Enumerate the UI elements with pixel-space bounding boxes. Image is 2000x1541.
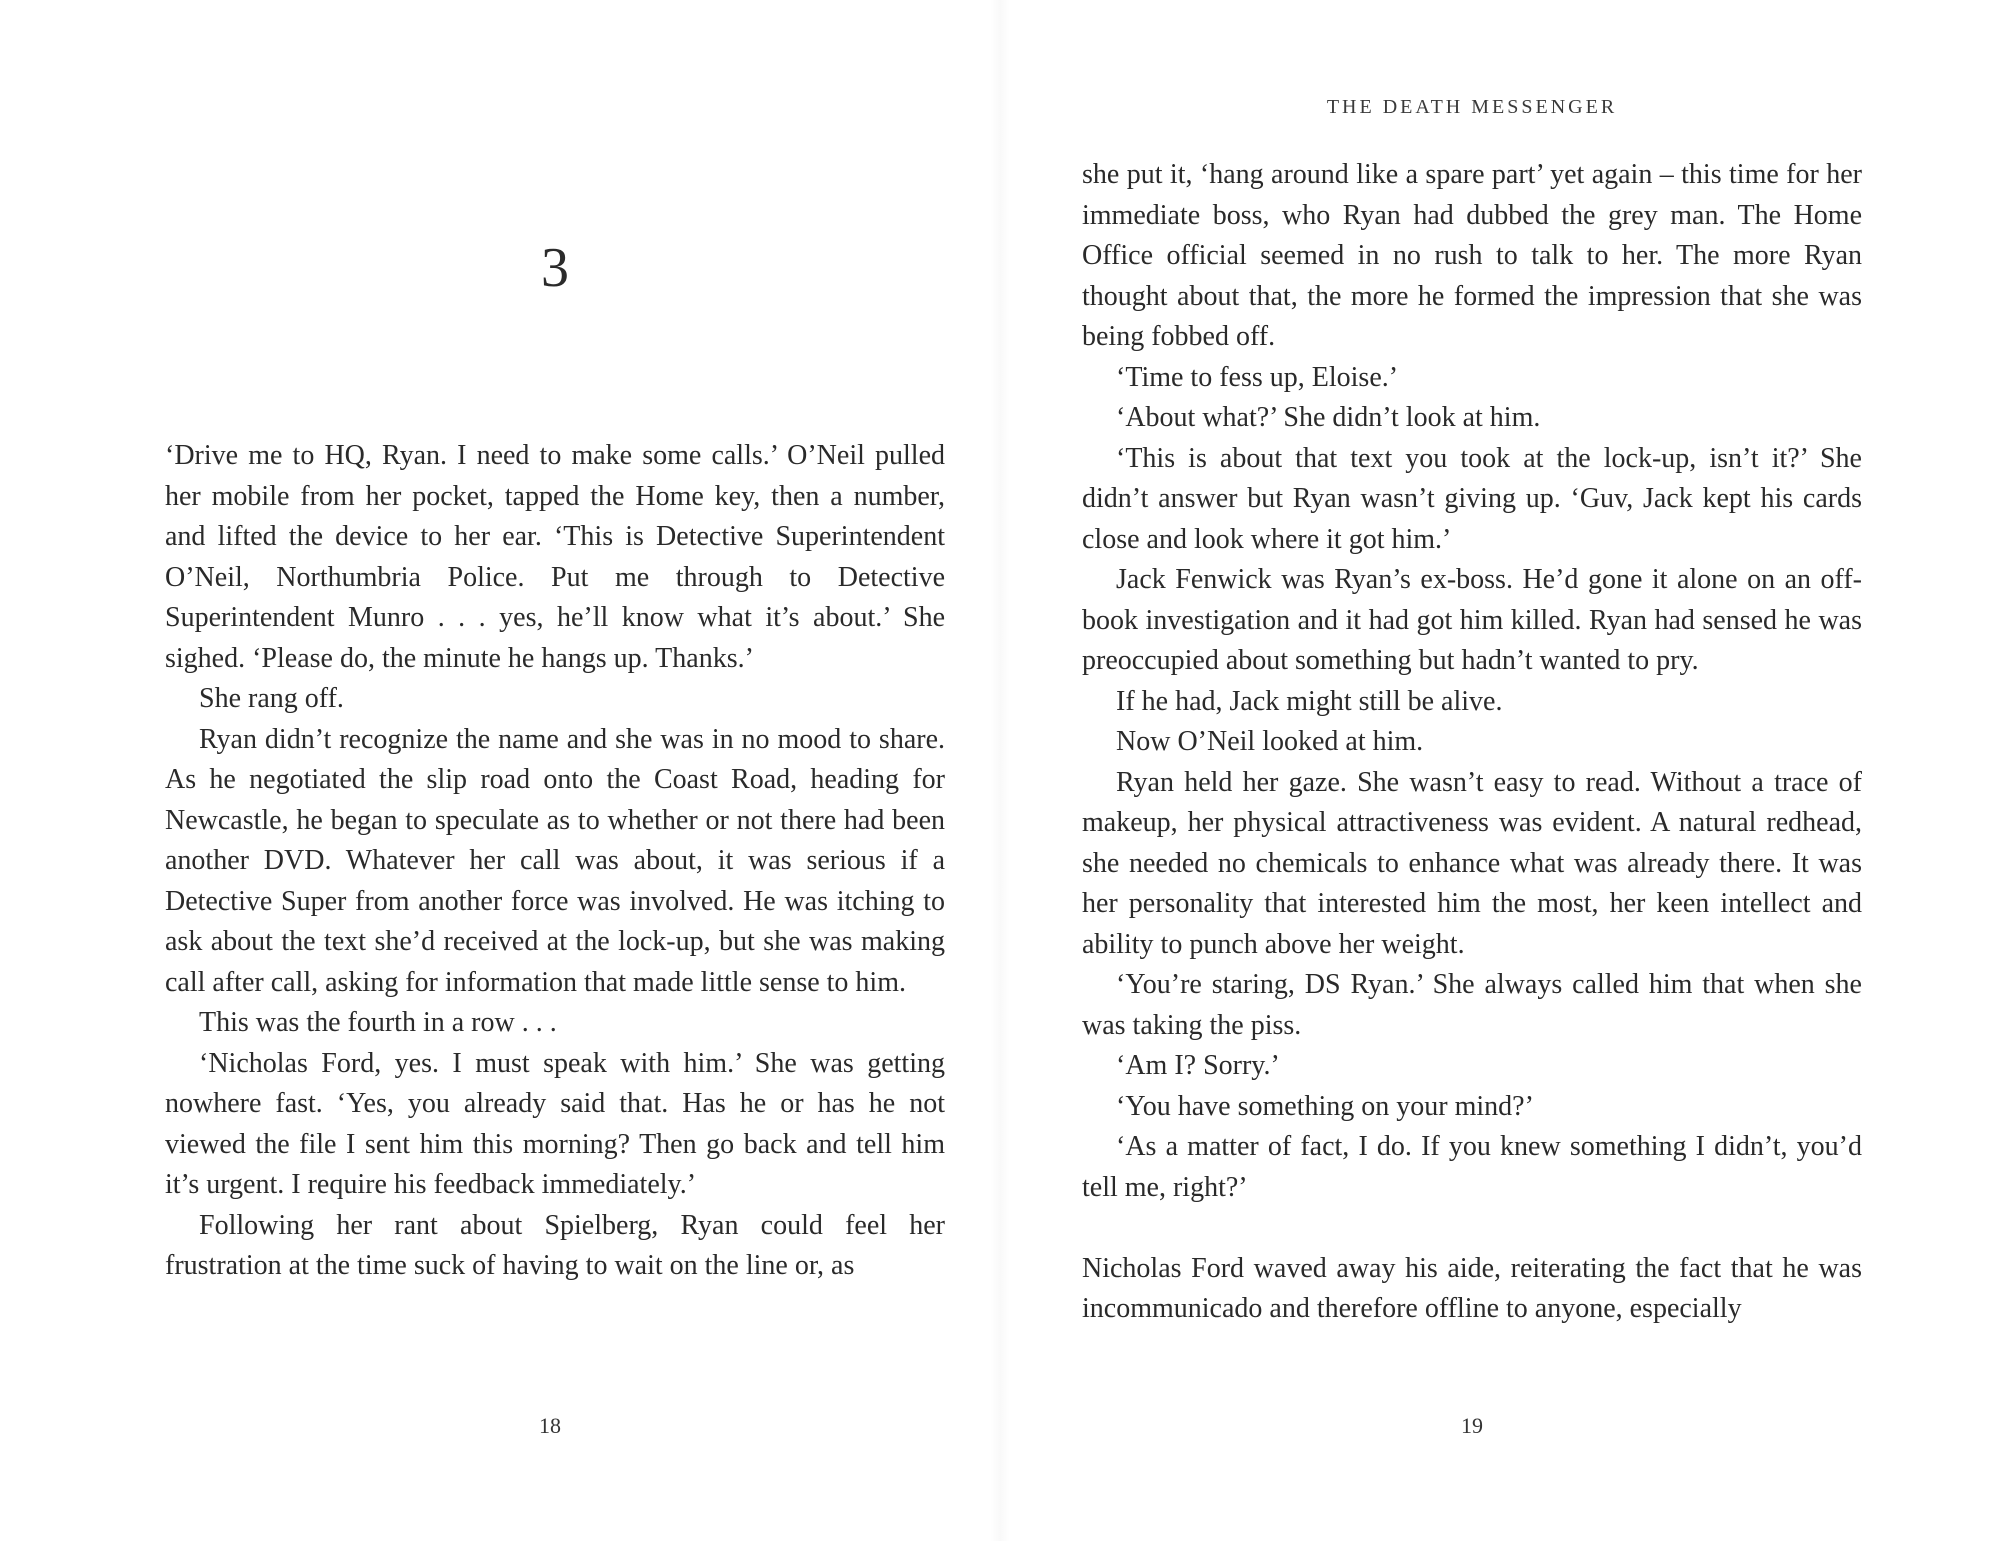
paragraph: Ryan held her gaze. She wasn’t easy to read. Without a trace of makeup, her physical attractiveness was evident. A natural redhead, she needed no chemicals to enhance what was already there. It was her personality that interested him the most, her keen intellect and ability to punch above her weight. <box>1082 766 1862 960</box>
paragraph: ‘As a matter of fact, I do. If you knew something I didn’t, you’d tell me, right?’ <box>1082 1131 1862 1203</box>
paragraph: Nicholas Ford waved away his aide, reiterating the fact that he was incommunicado and therefore offline to anyone, especially <box>1082 1252 1862 1324</box>
paragraph: If he had, Jack might still be alive. <box>1116 685 1503 717</box>
paragraph: she put it, ‘hang around like a spare part’ yet again – this time for her immediate boss, who Ryan had dubbed the grey man. The Home Office official seemed in no rush to talk to her. The more Ryan thought about that, the more he formed the impression that she was being fobbed off. <box>1082 159 1862 352</box>
paragraph: ‘Am I? Sorry.’ <box>1116 1050 1280 1081</box>
paragraph: ‘Drive me to HQ, Ryan. I need to make some calls.’ O’Neil pulled her mobile from her pocket, tapped the Home key, then a number, and lifted the device to her ear. ‘This is Detective Superintendent O’Neil, Northumbria Police. Put me through to Detective Superintendent Munro . . . yes, he’ll know what it’s about.’ She sighed. ‘Please do, the minute he hangs up. Thanks.’ <box>165 440 945 674</box>
paragraph: She rang off. <box>199 683 344 714</box>
page-number: 19 <box>1461 1413 1483 1438</box>
paragraph: ‘You have something on your mind?’ <box>1116 1090 1534 1122</box>
paragraph: Ryan didn’t recognize the name and she was in no mood to share. As he negotiated the slip road onto the Coast Road, heading for Newcastle, he began to speculate as to whether or not there had been another DVD. Whatever her call was about, it was serious if a Detective Super from another force was involved. He was itching to ask about the text she’d received at the lock-up, but she was making call after call, asking for information that made little sense to him. <box>165 723 945 998</box>
paragraph: This was the fourth in a row . . . <box>199 1007 557 1038</box>
paragraph: ‘You’re staring, DS Ryan.’ She always called him that when she was taking the piss. <box>1082 969 1862 1041</box>
right-page <box>1000 0 2000 1541</box>
running-head: THE DEATH MESSENGER <box>1326 96 1618 118</box>
paragraph: ‘This is about that text you took at the lock-up, isn’t it?’ She didn’t answer but Ryan wasn’t giving up. ‘Guv, Jack kept his cards close and look where it got him.’ <box>1082 442 1862 555</box>
paragraph: ‘Time to fess up, Eloise.’ <box>1116 361 1399 393</box>
paragraph: ‘About what?’ She didn’t look at him. <box>1116 402 1541 433</box>
section-break <box>1082 1208 1862 1249</box>
right-page-body <box>1082 155 1862 1330</box>
chapter-number: 3 <box>541 237 569 299</box>
paragraph: Now O’Neil looked at him. <box>1116 726 1424 757</box>
page-number: 18 <box>539 1413 561 1438</box>
paragraph: Jack Fenwick was Ryan’s ex-boss. He’d gone it alone on an off-book investigation and it had got him killed. Ryan had sensed he was preoccupied about something but hadn’t wanted to pry. <box>1082 564 1862 676</box>
left-page-body <box>165 436 945 1287</box>
paragraph: ‘Nicholas Ford, yes. I must speak with him.’ She was getting nowhere fast. ‘Yes, you already said that. Has he or has he not viewed the file I sent him this morning? Then go back and tell him it’s urgent. I require his feedback immediately.’ <box>165 1047 945 1200</box>
paragraph: Following her rant about Spielberg, Ryan could feel her frustration at the time suck of having to wait on the line or, as <box>165 1209 945 1281</box>
